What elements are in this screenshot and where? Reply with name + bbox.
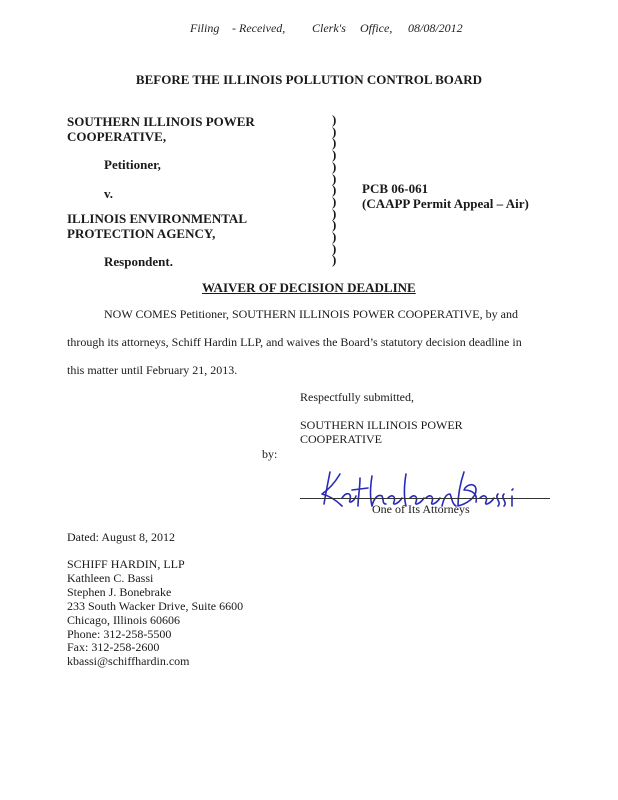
email: kbassi@schiffhardin.com (67, 654, 190, 669)
stamp-date: 08/08/2012 (408, 21, 463, 35)
party-name-line2: COOPERATIVE (300, 432, 383, 446)
party-name-line1: SOUTHERN ILLINOIS POWER (300, 418, 463, 432)
paren: ) (332, 229, 337, 245)
address-line-1: 233 South Wacker Drive, Suite 6600 (67, 598, 244, 613)
firm-name: SCHIFF HARDIN, LLP (67, 557, 185, 571)
stamp-filing: Filing (190, 21, 220, 35)
board-heading: BEFORE THE ILLINOIS POLLUTION CONTROL BOARD (135, 72, 483, 87)
respondent-name-line1: ILLINOIS ENVIRONMENTAL (67, 211, 247, 226)
paren: ) (332, 170, 337, 186)
body-line-3: this matter until February 21, 2013. (67, 363, 238, 377)
paren: ) (332, 147, 337, 163)
phone: Phone: 312-258-5500 (67, 626, 172, 641)
respondent-name-line2: PROTECTION AGENCY, (67, 226, 216, 241)
paren: ) (332, 112, 337, 127)
petitioner-role: Petitioner, (104, 157, 161, 172)
paren: ) (332, 240, 337, 256)
petitioner-name-line1: SOUTHERN ILLINOIS POWER (67, 114, 255, 129)
paren: ) (332, 135, 337, 151)
case-number: PCB 06-061 (362, 181, 429, 196)
caption-paren-column (332, 114, 336, 266)
paren: ) (332, 252, 337, 268)
stamp-office: Office, (360, 21, 393, 35)
paren: ) (332, 205, 337, 221)
attorney-1: Kathleen C. Bassi (67, 570, 154, 585)
paren: ) (332, 217, 337, 233)
case-type: (CAAPP Permit Appeal – Air) (362, 196, 529, 211)
address-line-2: Chicago, Illinois 60606 (67, 612, 180, 627)
signature-line (300, 498, 550, 499)
respectfully-submitted: Respectfully submitted, (300, 390, 414, 404)
paren: ) (332, 182, 337, 198)
petitioner-name-line2: COOPERATIVE, (67, 129, 167, 144)
versus: v. (104, 186, 114, 201)
paren: ) (332, 193, 337, 209)
document-title: WAIVER OF DECISION DEADLINE (202, 280, 416, 295)
attorney-caption: One of Its Attorneys (372, 502, 470, 516)
by-label: by: (262, 447, 278, 461)
stamp-received: - Received, (232, 21, 286, 35)
paren: ) (332, 123, 337, 139)
firm-block (67, 558, 243, 669)
body-line-1: NOW COMES Petitioner, SOUTHERN ILLINOIS POWER COOPERATIVE, by and (104, 307, 518, 321)
attorney-2: Stephen J. Bonebrake (67, 584, 172, 599)
dated-line: Dated: August 8, 2012 (67, 530, 175, 544)
respondent-role: Respondent. (104, 254, 173, 269)
paren: ) (332, 158, 337, 174)
fax: Fax: 312-258-2600 (67, 640, 160, 655)
stamp-clerk: Clerk's (312, 21, 346, 35)
body-line-2: through its attorneys, Schiff Hardin LLP, and waives the Board’s statutory decision deadline in (67, 335, 522, 349)
